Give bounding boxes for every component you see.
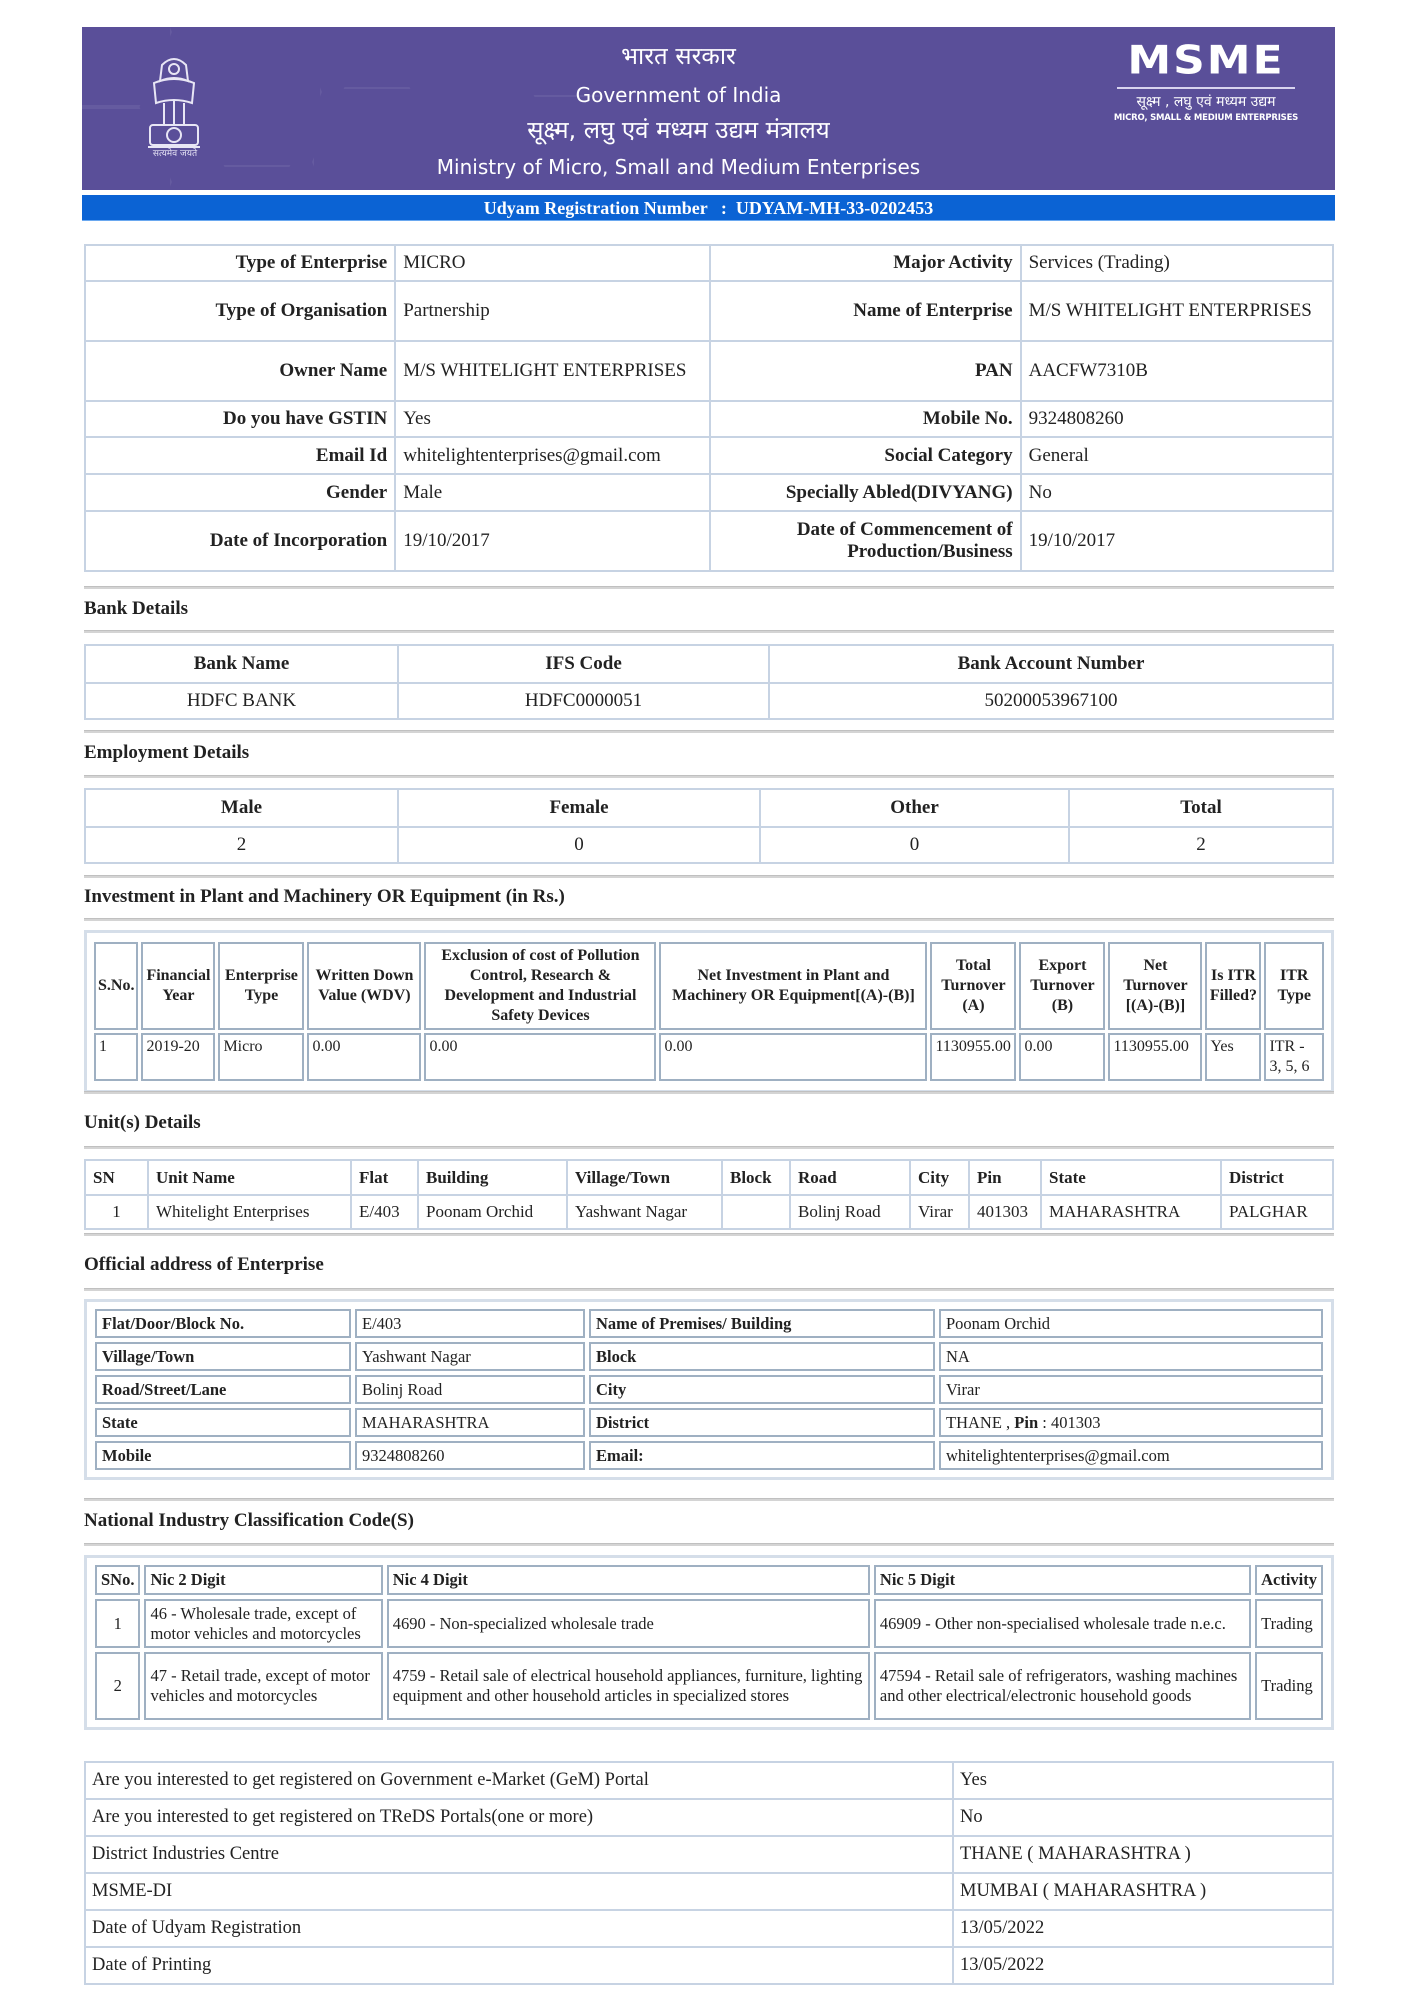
cell: 1 xyxy=(85,1195,148,1229)
male-count: 2 xyxy=(85,827,398,863)
other-count: 0 xyxy=(760,827,1069,863)
column-header: Written Down Value (WDV) xyxy=(307,942,421,1030)
cell: 1 xyxy=(94,1033,138,1081)
field-label: District Industries Centre xyxy=(85,1836,953,1873)
table-row xyxy=(95,1652,1323,1720)
field-label: Specially Abled(DIVYANG) xyxy=(710,474,1020,511)
column-header: Is ITR Filled? xyxy=(1205,942,1261,1030)
section-divider xyxy=(84,630,1334,633)
nic-table-wrapper xyxy=(84,1555,1334,1730)
cell: 1130955.00 xyxy=(930,1033,1016,1081)
column-header: Total xyxy=(1069,789,1333,827)
cell: 0.00 xyxy=(659,1033,927,1081)
cell: 2 xyxy=(95,1652,140,1720)
field-value: General xyxy=(1021,437,1333,474)
column-header: State xyxy=(1041,1160,1221,1195)
official-address-wrapper xyxy=(84,1299,1334,1480)
cell: PALGHAR xyxy=(1221,1195,1333,1229)
table-row xyxy=(85,401,1333,437)
table-row xyxy=(95,1342,1323,1371)
field-label: Are you interested to get registered on TReDS Portals(one or more) xyxy=(85,1799,953,1836)
msme-logo-hindi: सूक्ष्म , लघु एवं मध्यम उद्यम xyxy=(1136,94,1276,110)
msme-logo-word: MSME xyxy=(1127,37,1285,84)
column-header: SN xyxy=(85,1160,148,1195)
header-hindi-ministry: सूक्ष्म, लघु एवं मध्यम उद्यम मंत्रालय xyxy=(527,116,830,144)
cell: Trading xyxy=(1255,1599,1323,1648)
field-value: whitelightenterprises@gmail.com xyxy=(939,1441,1323,1470)
column-header: IFS Code xyxy=(398,645,769,683)
field-value: MAHARASHTRA xyxy=(355,1408,585,1437)
cell: Bolinj Road xyxy=(790,1195,910,1229)
column-header: Pin xyxy=(969,1160,1041,1195)
column-header: Nic 2 Digit xyxy=(144,1565,382,1595)
cell: Virar xyxy=(910,1195,969,1229)
official-address-table xyxy=(91,1305,1327,1474)
column-header: Bank Name xyxy=(85,645,398,683)
table-row xyxy=(85,683,1333,719)
table-row xyxy=(85,1762,1333,1799)
table-header-row xyxy=(85,1160,1333,1195)
header-hindi-title: भारत सरकार xyxy=(621,42,736,70)
field-label: Date of Incorporation xyxy=(85,511,395,571)
field-value: 9324808260 xyxy=(355,1441,585,1470)
registration-number-bar xyxy=(82,195,1335,221)
field-label: Do you have GSTIN xyxy=(85,401,395,437)
cell: 4759 - Retail sale of electrical household appliances, furniture, lighting equipment and other household articles in specialized stores xyxy=(387,1652,870,1720)
table-row xyxy=(95,1408,1323,1437)
section-divider xyxy=(84,1146,1334,1149)
cell: Trading xyxy=(1255,1652,1323,1720)
field-value: Yes xyxy=(953,1762,1333,1799)
investment-title: Investment in Plant and Machinery OR Equipment (in Rs.) xyxy=(84,886,565,907)
table-row xyxy=(85,1195,1333,1229)
table-header-row xyxy=(95,1565,1323,1595)
bank-details-table xyxy=(84,644,1334,720)
table-header-row xyxy=(85,645,1333,683)
field-value xyxy=(939,1408,1323,1437)
field-value: THANE ( MAHARASHTRA ) xyxy=(953,1836,1333,1873)
investment-table-wrapper xyxy=(84,930,1334,1093)
msme-logo xyxy=(1111,39,1301,125)
field-label: Name of Enterprise xyxy=(710,281,1020,341)
field-label: Road/Street/Lane xyxy=(95,1375,351,1404)
section-divider xyxy=(84,1091,1334,1094)
field-label: District xyxy=(589,1408,935,1437)
table-row xyxy=(85,474,1333,511)
cell: ITR - 3, 5, 6 xyxy=(1264,1033,1324,1081)
official-address-title: Official address of Enterprise xyxy=(84,1254,324,1275)
field-label: Flat/Door/Block No. xyxy=(95,1309,351,1338)
table-row xyxy=(85,245,1333,281)
field-value: MICRO xyxy=(395,245,710,281)
bank-details-title: Bank Details xyxy=(84,598,188,619)
investment-table xyxy=(91,939,1327,1084)
field-label: Type of Enterprise xyxy=(85,245,395,281)
header-ministry: Ministry of Micro, Small and Medium Enterprises xyxy=(436,155,921,179)
pin-label: Pin xyxy=(1014,1412,1039,1432)
cell: Yashwant Nagar xyxy=(567,1195,722,1229)
field-value: 9324808260 xyxy=(1021,401,1333,437)
column-header: Nic 4 Digit xyxy=(387,1565,870,1595)
field-label: Email: xyxy=(589,1441,935,1470)
column-header: Financial Year xyxy=(141,942,215,1030)
cell: 0.00 xyxy=(307,1033,421,1081)
cell: Yes xyxy=(1205,1033,1261,1081)
column-header: Flat xyxy=(351,1160,418,1195)
table-row xyxy=(95,1599,1323,1648)
field-label: Owner Name xyxy=(85,341,395,401)
cell: 2019-20 xyxy=(141,1033,215,1081)
cell: 1130955.00 xyxy=(1108,1033,1202,1081)
field-value: M/S WHITELIGHT ENTERPRISES xyxy=(395,341,710,401)
header-government: Government of India xyxy=(575,83,782,107)
table-row xyxy=(95,1375,1323,1404)
column-header: Female xyxy=(398,789,760,827)
field-label: State xyxy=(95,1408,351,1437)
field-label: Name of Premises/ Building xyxy=(589,1309,935,1338)
field-label: Major Activity xyxy=(710,245,1020,281)
column-header: S.No. xyxy=(94,942,138,1030)
field-value: Poonam Orchid xyxy=(939,1309,1323,1338)
unit-details-title: Unit(s) Details xyxy=(84,1112,201,1133)
table-row xyxy=(85,827,1333,863)
column-header: Unit Name xyxy=(148,1160,351,1195)
cell: MAHARASHTRA xyxy=(1041,1195,1221,1229)
column-header: Block xyxy=(722,1160,790,1195)
field-label: Mobile xyxy=(95,1441,351,1470)
column-header: Male xyxy=(85,789,398,827)
cell: 46 - Wholesale trade, except of motor vehicles and motorcycles xyxy=(144,1599,382,1648)
field-value: NA xyxy=(939,1342,1323,1371)
field-label: MSME-DI xyxy=(85,1873,953,1910)
cell: Poonam Orchid xyxy=(418,1195,567,1229)
nic-title: National Industry Classification Code(S) xyxy=(84,1510,414,1531)
female-count: 0 xyxy=(398,827,760,863)
msme-logo-english: MICRO, SMALL & MEDIUM ENTERPRISES xyxy=(1113,113,1299,123)
column-header: Nic 5 Digit xyxy=(874,1565,1251,1595)
cell xyxy=(722,1195,790,1229)
field-value: Virar xyxy=(939,1375,1323,1404)
cell: 0.00 xyxy=(1019,1033,1105,1081)
table-header-row xyxy=(94,942,1324,1030)
column-header: Total Turnover (A) xyxy=(930,942,1016,1030)
bank-account-number: 50200053967100 xyxy=(769,683,1333,719)
column-header: ITR Type xyxy=(1264,942,1324,1030)
pin-value: : 401303 xyxy=(1038,1412,1101,1432)
field-value: Services (Trading) xyxy=(1021,245,1333,281)
cell: 47594 - Retail sale of refrigerators, washing machines and other electrical/electronic household goods xyxy=(874,1652,1251,1720)
ministry-header xyxy=(82,27,1335,190)
column-header: Enterprise Type xyxy=(218,942,304,1030)
logo-divider xyxy=(1117,87,1295,89)
table-row xyxy=(95,1309,1323,1338)
employment-details-title: Employment Details xyxy=(84,742,250,763)
field-label: Gender xyxy=(85,474,395,511)
column-header: Net Investment in Plant and Machinery OR Equipment[(A)-(B)] xyxy=(659,942,927,1030)
employment-details-table xyxy=(84,788,1334,864)
field-label: PAN xyxy=(710,341,1020,401)
field-value: Partnership xyxy=(395,281,710,341)
field-value: Yashwant Nagar xyxy=(355,1342,585,1371)
table-row xyxy=(85,511,1333,571)
field-label: Village/Town xyxy=(95,1342,351,1371)
total-count: 2 xyxy=(1069,827,1333,863)
section-divider xyxy=(84,775,1334,778)
field-value: E/403 xyxy=(355,1309,585,1338)
field-label: Social Category xyxy=(710,437,1020,474)
emblem-motto: सत्यमेव जयते xyxy=(152,149,198,159)
column-header: Export Turnover (B) xyxy=(1019,942,1105,1030)
section-divider xyxy=(84,1543,1334,1546)
column-header: Exclusion of cost of Pollution Control, Research & Development and Industrial Safety Devices xyxy=(424,942,656,1030)
table-row xyxy=(85,1947,1333,1984)
field-value: AACFW7310B xyxy=(1021,341,1333,401)
table-row xyxy=(85,437,1333,474)
section-divider xyxy=(84,586,1334,589)
column-header: Activity xyxy=(1255,1565,1323,1595)
column-header: Building xyxy=(418,1160,567,1195)
field-label: Date of Udyam Registration xyxy=(85,1910,953,1947)
field-value: 13/05/2022 xyxy=(953,1910,1333,1947)
cell: 4690 - Non-specialized wholesale trade xyxy=(387,1599,870,1648)
field-label: Block xyxy=(589,1342,935,1371)
field-value: 19/10/2017 xyxy=(395,511,710,571)
column-header: SNo. xyxy=(95,1565,140,1595)
section-divider xyxy=(84,1498,1334,1501)
nic-table xyxy=(91,1561,1327,1724)
cell: 1 xyxy=(95,1599,140,1648)
field-label: Date of Printing xyxy=(85,1947,953,1984)
column-header: Net Turnover [(A)-(B)] xyxy=(1108,942,1202,1030)
bank-name: HDFC BANK xyxy=(85,683,398,719)
section-divider xyxy=(84,918,1334,921)
table-row xyxy=(94,1033,1324,1081)
field-label: Are you interested to get registered on Government e-Market (GeM) Portal xyxy=(85,1762,953,1799)
field-value: M/S WHITELIGHT ENTERPRISES xyxy=(1021,281,1333,341)
registration-number: UDYAM-MH-33-0202453 xyxy=(735,198,934,218)
cell: Micro xyxy=(218,1033,304,1081)
field-value: No xyxy=(953,1799,1333,1836)
column-header: City xyxy=(910,1160,969,1195)
field-label: Email Id xyxy=(85,437,395,474)
field-value: Bolinj Road xyxy=(355,1375,585,1404)
field-value: MUMBAI ( MAHARASHTRA ) xyxy=(953,1873,1333,1910)
field-value: Male xyxy=(395,474,710,511)
section-divider xyxy=(84,875,1334,878)
table-row xyxy=(85,1799,1333,1836)
column-header: Bank Account Number xyxy=(769,645,1333,683)
field-label: Type of Organisation xyxy=(85,281,395,341)
field-value: Yes xyxy=(395,401,710,437)
table-row xyxy=(85,1910,1333,1947)
table-row xyxy=(95,1441,1323,1470)
table-row xyxy=(85,1873,1333,1910)
ifs-code: HDFC0000051 xyxy=(398,683,769,719)
cell: 0.00 xyxy=(424,1033,656,1081)
field-value: whitelightenterprises@gmail.com xyxy=(395,437,710,474)
table-row xyxy=(85,1836,1333,1873)
table-row xyxy=(85,281,1333,341)
field-value: 13/05/2022 xyxy=(953,1947,1333,1984)
district-value: THANE , xyxy=(946,1412,1015,1432)
field-label: Mobile No. xyxy=(710,401,1020,437)
field-label: City xyxy=(589,1375,935,1404)
cell: Whitelight Enterprises xyxy=(148,1195,351,1229)
table-header-row xyxy=(85,789,1333,827)
registration-summary-table xyxy=(84,1761,1334,1985)
section-divider xyxy=(84,730,1334,733)
section-divider xyxy=(84,1233,1334,1236)
column-header: Road xyxy=(790,1160,910,1195)
enterprise-details-table xyxy=(84,244,1334,572)
section-divider xyxy=(84,1288,1334,1291)
cell: 401303 xyxy=(969,1195,1041,1229)
registration-label: Udyam Registration Number xyxy=(483,198,708,218)
cell: E/403 xyxy=(351,1195,418,1229)
field-label: Date of Commencement of Production/Business xyxy=(710,511,1020,571)
registration-separator: : xyxy=(720,198,727,218)
cell: 46909 - Other non-specialised wholesale trade n.e.c. xyxy=(874,1599,1251,1648)
column-header: Village/Town xyxy=(567,1160,722,1195)
unit-details-table xyxy=(84,1159,1334,1230)
column-header: Other xyxy=(760,789,1069,827)
cell: 47 - Retail trade, except of motor vehicles and motorcycles xyxy=(144,1652,382,1720)
field-value: No xyxy=(1021,474,1333,511)
table-row xyxy=(85,341,1333,401)
column-header: District xyxy=(1221,1160,1333,1195)
field-value: 19/10/2017 xyxy=(1021,511,1333,571)
